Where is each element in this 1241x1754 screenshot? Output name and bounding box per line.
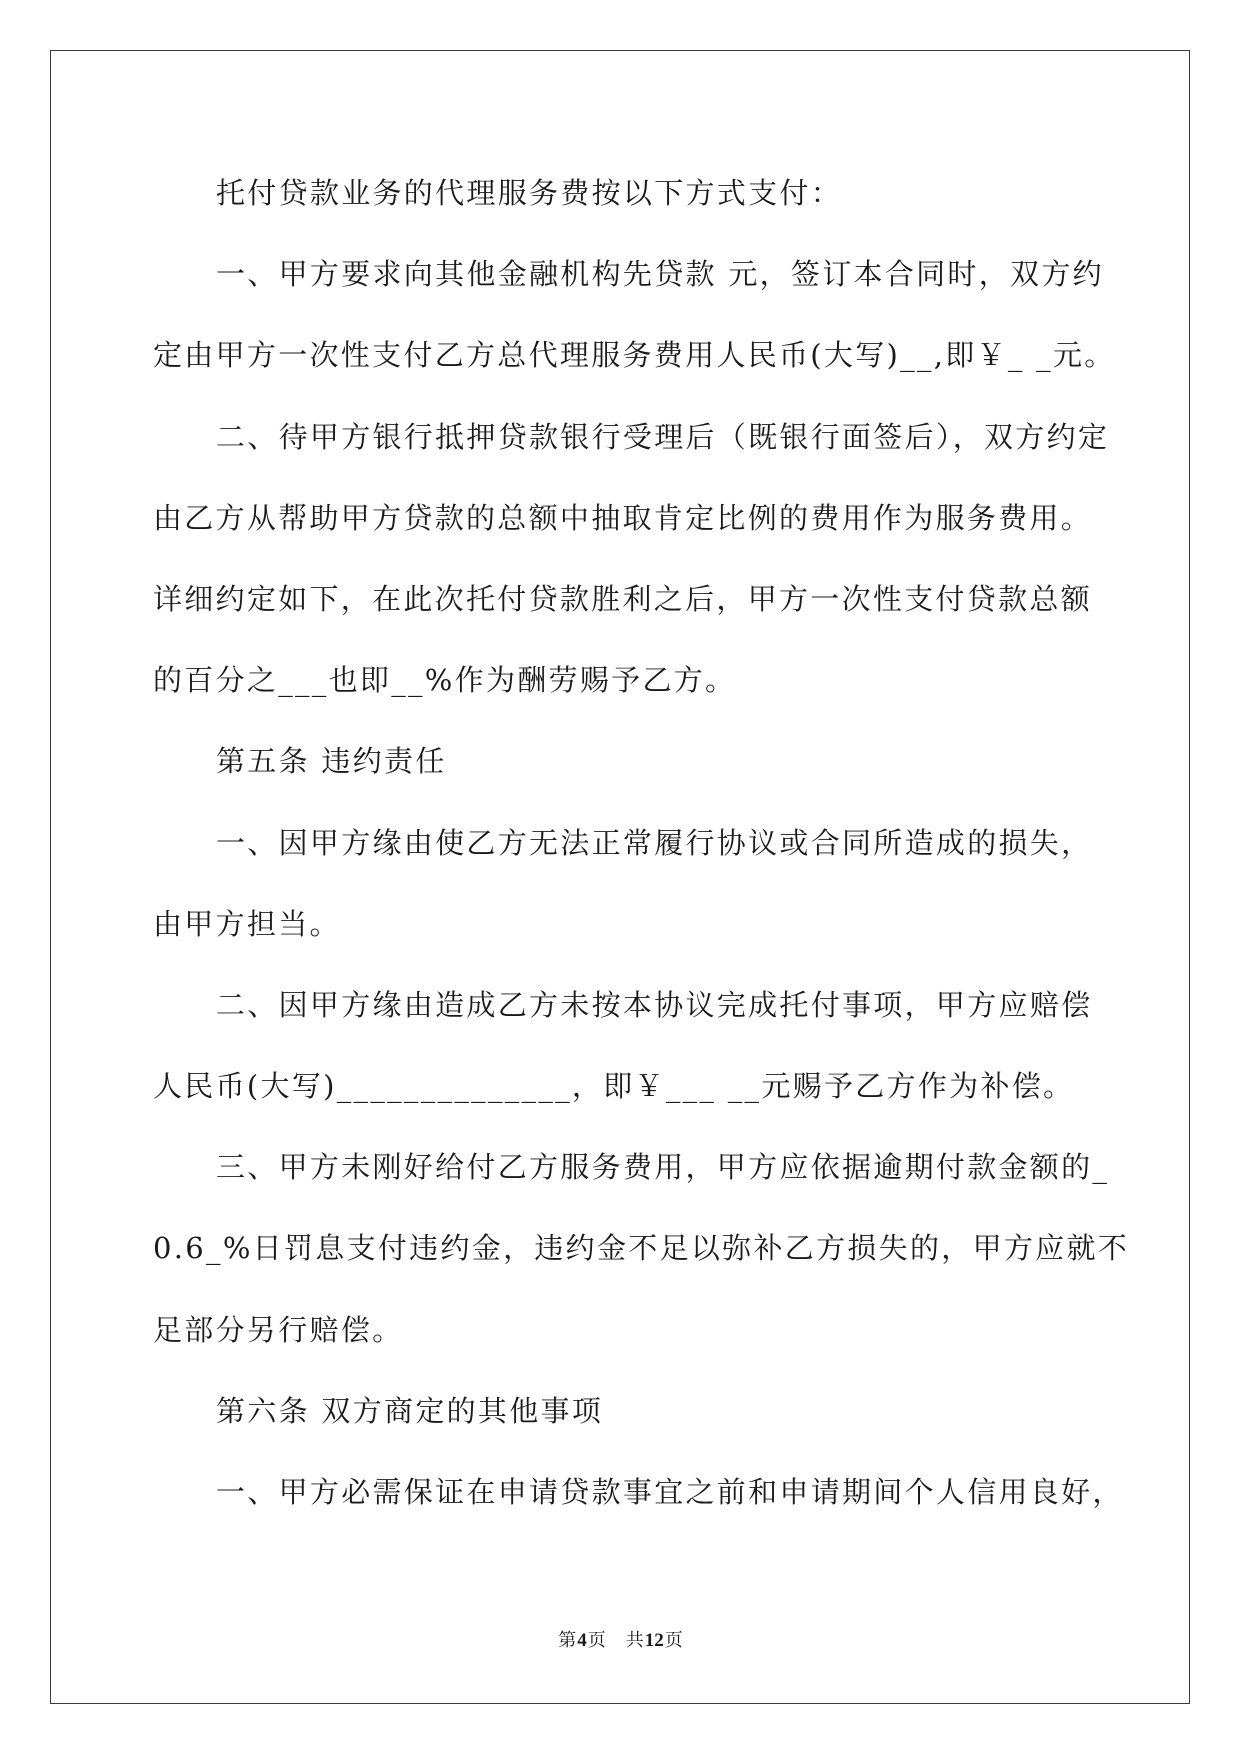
total-suffix: 页 xyxy=(664,1630,683,1651)
section-heading: 第六条 双方商定的其他事项 xyxy=(216,1393,604,1428)
paragraph-line: 详细约定如下，在此次托付贷款胜利之后，甲方一次性支付贷款总额 xyxy=(153,581,1093,616)
page-footer xyxy=(0,1628,1241,1654)
paragraph-line: 的百分之___也即__%作为酬劳赐予乙方。 xyxy=(153,663,737,698)
total-prefix: 共 xyxy=(625,1630,644,1651)
section-heading: 第五条 违约责任 xyxy=(216,744,447,779)
page-suffix: 页 xyxy=(587,1630,606,1651)
paragraph-line: 人民币(大写)______________，即￥___ __元赐予乙方作为补偿。 xyxy=(153,1069,1075,1104)
paragraph-line: 二、待甲方银行抵押贷款银行受理后（既银行面签后），双方约定 xyxy=(216,419,1110,454)
paragraph-line: 三、甲方未刚好给付乙方服务费用，甲方应依据逾期付款金额的_ xyxy=(216,1150,1110,1185)
paragraph-line: 定由甲方一次性支付乙方总代理服务费用人民币(大写)__,即￥_ _元。 xyxy=(153,338,1116,373)
paragraph-line: 由甲方担当。 xyxy=(153,906,341,941)
page-prefix: 第 xyxy=(558,1630,577,1651)
paragraph-line: 托付贷款业务的代理服务费按以下方式支付： xyxy=(216,176,843,210)
total-pages: 12 xyxy=(644,1630,664,1651)
paragraph-line: 由乙方从帮助甲方贷款的总额中抽取肯定比例的费用作为服务费用。 xyxy=(153,500,1093,535)
paragraph-line: 一、甲方必需保证在申请贷款事宜之前和申请期间个人信用良好， xyxy=(216,1475,1124,1509)
document-body xyxy=(153,153,1183,1533)
paragraph-line: 一、因甲方缘由使乙方无法正常履行协议或合同所造成的损失， xyxy=(216,825,1093,860)
total-pages-indicator xyxy=(626,1628,683,1654)
page-number: 4 xyxy=(577,1630,587,1651)
paragraph-line: 0.6_%日罚息支付违约金，违约金不足以弥补乙方损失的，甲方应就不 xyxy=(153,1231,1130,1266)
paragraph-line: 一、甲方要求向其他金融机构先贷款 元，签订本合同时，双方约 xyxy=(216,257,1104,292)
current-page-indicator xyxy=(558,1628,606,1654)
paragraph-line: 足部分另行赔偿。 xyxy=(153,1312,404,1347)
paragraph-line: 二、因甲方缘由造成乙方未按本协议完成托付事项，甲方应赔偿 xyxy=(216,987,1093,1022)
